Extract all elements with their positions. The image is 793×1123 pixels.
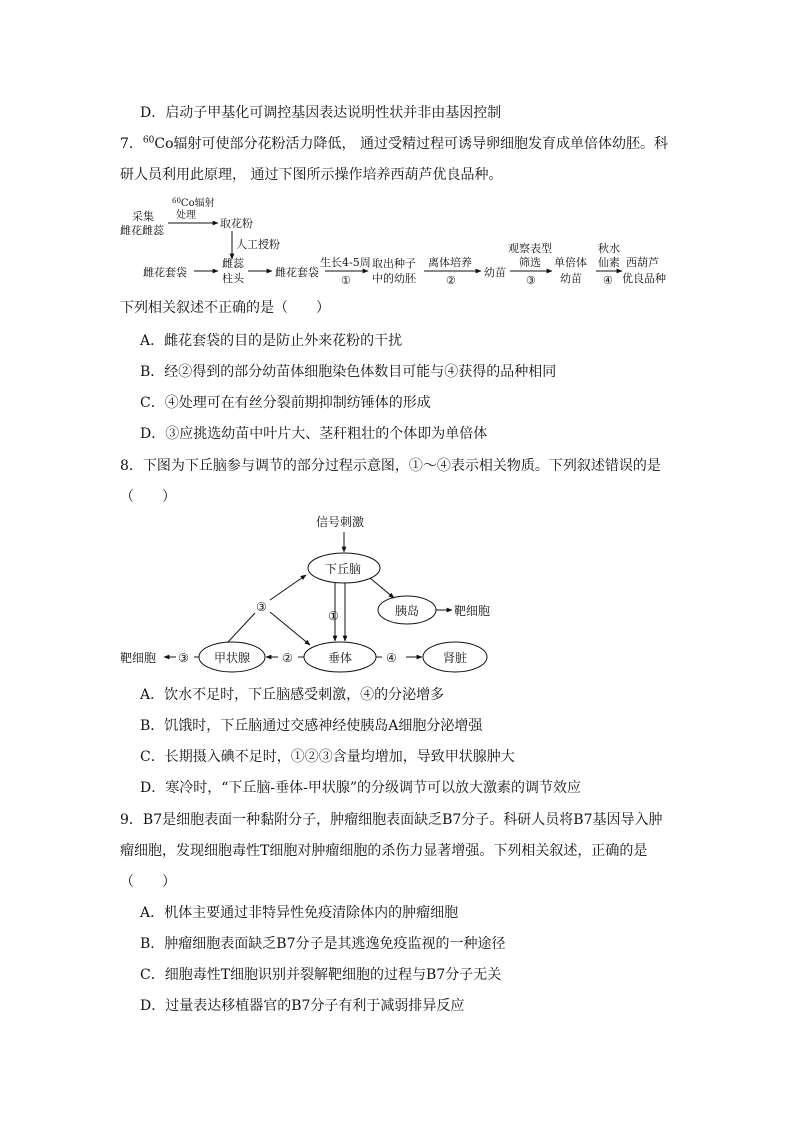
flow-observe-label: 观察表型 bbox=[508, 242, 552, 255]
flow-collect-label2: 雌花雌蕊 bbox=[120, 224, 164, 237]
flow-bag-female2: 雌花套袋 bbox=[275, 266, 319, 279]
q8-option-b: B．饥饿时，下丘脑通过交感神经使胰岛A细胞分泌增强 bbox=[140, 718, 483, 734]
pituitary-label: 垂体 bbox=[328, 651, 353, 665]
flow-haploid1: 单倍体 bbox=[554, 256, 587, 269]
thyroid-label: 甲状腺 bbox=[214, 651, 251, 665]
q7-option-a: A．雌花套袋的目的是防止外来花粉的干扰 bbox=[140, 333, 403, 349]
flow-haploid2: 幼苗 bbox=[560, 272, 582, 285]
material-2-label: ② bbox=[282, 651, 293, 665]
q9-option-a: A．机体主要通过非特异性免疫清除体内的肿瘤细胞 bbox=[140, 905, 459, 921]
q8-hypothalamus-diagram bbox=[110, 510, 510, 680]
q8-option-c: C．长期摄入碘不足时，①②③含量均增加，导致甲状腺肿大 bbox=[140, 749, 515, 765]
flow-co-label: $^{60}$Co辐射 bbox=[172, 197, 215, 209]
material-3-label-target: ③ bbox=[178, 651, 189, 665]
flow-pistil2: 柱头 bbox=[222, 272, 244, 285]
q9-option-c: C．细胞毒性T细胞识别并裂解靶细胞的过程与B7分子无关 bbox=[140, 967, 502, 983]
q7-stem-line1 bbox=[120, 134, 668, 154]
flow-pollination-label: 人工授粉 bbox=[236, 238, 280, 251]
flow-step1: ① bbox=[341, 274, 351, 287]
flow-result2: 优良品种 bbox=[622, 272, 666, 285]
q9-option-b: B．肿瘤细胞表面缺乏B7分子是其逃逸免疫监视的一种途径 bbox=[140, 936, 506, 952]
flow-take-seed1: 取出种子 bbox=[372, 257, 416, 270]
flow-culture-label: 离体培养 bbox=[428, 256, 472, 269]
q9-option-d: D．过量表达移植器官的B7分子有利于减弱排异反应 bbox=[140, 998, 465, 1014]
q6-option-d: D．启动子甲基化可调控基因表达说明性状并非由基因控制 bbox=[140, 105, 502, 121]
material-3-label-feedback: ③ bbox=[256, 600, 267, 614]
q8-stem-line1: 8．下图为下丘脑参与调节的部分过程示意图，①～④表示相关物质。下列叙述错误的是 bbox=[120, 458, 661, 474]
thyroid-target-label: 靶细胞 bbox=[120, 651, 157, 665]
flow-step2: ② bbox=[446, 274, 456, 287]
flow-step4: ④ bbox=[603, 274, 613, 287]
line-thyroid-feedback bbox=[228, 613, 255, 642]
q7-option-c: C．④处理可在有丝分裂前期抑制纺锤体的形成 bbox=[140, 395, 431, 411]
q7-breeding-flowchart bbox=[110, 195, 690, 291]
q7-stem-text: Co辐射可使部分花粉活力降低， 通过受精过程可诱导卵细胞发育成单倍体幼胚。科 bbox=[154, 136, 668, 152]
flow-pollen: 取花粉 bbox=[220, 217, 253, 230]
flow-collect-label1: 采集 bbox=[132, 210, 154, 223]
q7-isotope-superscript: 60 bbox=[142, 135, 155, 146]
q8-option-d: D．寒冷时，“下丘脑-垂体-甲状腺”的分级调节可以放大激素的调节效应 bbox=[140, 780, 581, 796]
islet-label: 胰岛 bbox=[395, 604, 420, 618]
flow-process-label: 处理 bbox=[176, 210, 196, 221]
flow-colch1: 秋水 bbox=[598, 242, 620, 255]
q7-stem-line2: 研人员利用此原理， 通过下图所示操作培养西葫芦优良品种。 bbox=[120, 167, 503, 183]
hypothalamus-label: 下丘脑 bbox=[325, 562, 362, 576]
flow-bag-female: 雌花套袋 bbox=[143, 266, 187, 279]
arrow-feedback-pituitary bbox=[270, 612, 310, 645]
q9-stem-line1: 9．B7是细胞表面一种黏附分子，肿瘤细胞表面缺乏B7分子。科研人员将B7基因导入肿 bbox=[120, 812, 663, 828]
material-4-label: ④ bbox=[386, 651, 397, 665]
material-1-label: ① bbox=[328, 609, 339, 623]
flow-result1: 西葫芦 bbox=[626, 256, 659, 269]
flow-screen-label: 筛选 bbox=[519, 256, 541, 269]
q7-number: 7． bbox=[120, 136, 143, 152]
flow-colch2: 仙素 bbox=[598, 256, 620, 269]
flow-grow-label: 生长4-5周 bbox=[320, 256, 371, 269]
flow-seedling: 幼苗 bbox=[484, 266, 506, 279]
q8-option-a: A．饮水不足时，下丘脑感受刺激，④的分泌增多 bbox=[140, 687, 445, 703]
signal-label: 信号刺激 bbox=[316, 515, 365, 529]
flow-take-seed2: 中的幼胚 bbox=[372, 272, 416, 285]
q7-option-b: B．经②得到的部分幼苗体细胞染色体数目可能与④获得的品种相同 bbox=[140, 364, 557, 380]
arrow-to-islet bbox=[370, 578, 394, 598]
islet-target-label: 靶细胞 bbox=[454, 604, 491, 618]
arrow-feedback-hypo bbox=[270, 575, 306, 600]
flow-pistil1: 雌蕊 bbox=[222, 257, 244, 270]
q9-stem-line3: （ ） bbox=[120, 874, 176, 890]
q9-stem-line2: 瘤细胞，发现细胞毒性T细胞对肿瘤细胞的杀伤力显著增强。下列相关叙述，正确的是 bbox=[120, 843, 648, 859]
flow-step3: ③ bbox=[526, 274, 536, 287]
q8-stem-line2: （ ） bbox=[120, 489, 176, 505]
q7-option-d: D．③应挑选幼苗中叶片大、茎秆粗壮的个体即为单倍体 bbox=[140, 426, 488, 442]
kidney-label: 肾脏 bbox=[443, 651, 468, 665]
q7-question: 下列相关叙述不正确的是（ ） bbox=[120, 300, 330, 316]
